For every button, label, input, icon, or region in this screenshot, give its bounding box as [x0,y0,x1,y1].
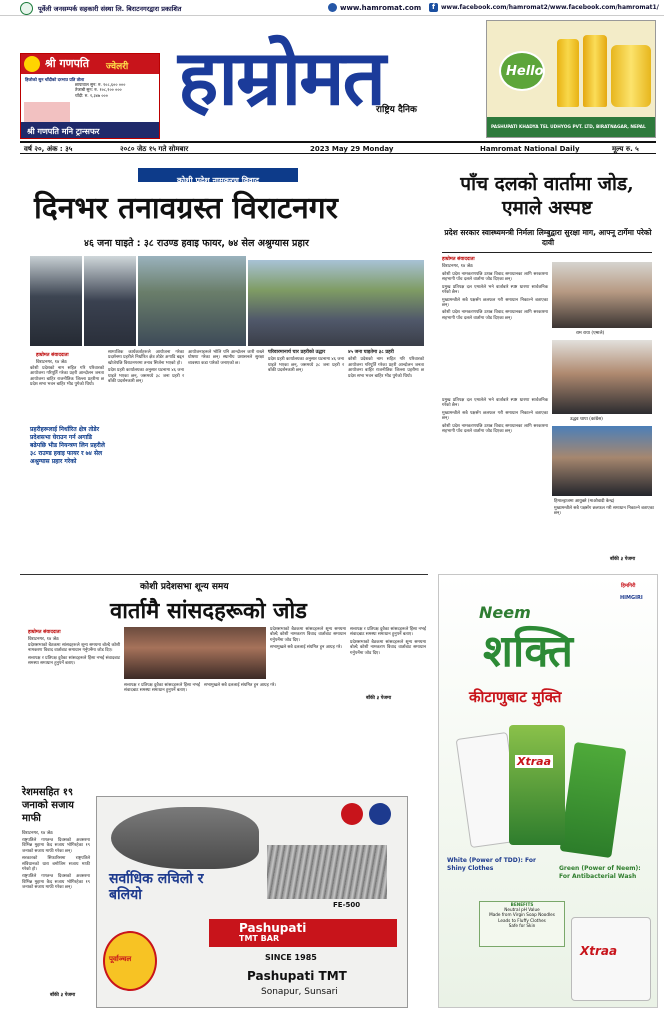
third-col-2 [124,683,200,696]
third-paragraph: प्रदेशसभाको बैठकमा सांसदहरूले शून्य समयमा बोल्दै कोशी नामकरण विवाद वार्ताबाट समाधान गर्नुपर्नेमा जोड दिए। [28,643,120,654]
publisher-line: पूर्वेली जनसम्पर्क सहकारी संस्था लि. बिराटनगरद्वारा प्रकाशित [38,5,182,13]
hello-brand: Hello [506,64,544,79]
portrait-2-caption: उद्धव थापा (कांग्रेस) [570,417,603,422]
second-continued[interactable]: बाँकी ३ पेजमा [610,557,636,562]
lead-headline[interactable]: दिनभर तनावग्रस्त विराटनगर [34,191,338,226]
green-label: Green (Power of Neem): For Antibacterial Wash [559,865,641,880]
lead-pullquote: प्रहरीहरूलाई निर्धारित क्षेत्र तोडेर प्रदेशसभा घेराउन गर्न अगाडि बढेपछि भीड नियन्त्रण लिन प्रहरीले ३८ राउण्ड हवाइ फायर र ७४ सेल अश्रुग्यास प्रहार गरेको [30,426,105,465]
oil-bottle-1 [557,39,579,107]
tmt-product: TMT BAR [239,934,280,943]
second-paragraph: प्रमुख प्रतिपक्ष दल एमालेले भने वार्ताबारे स्पष्ट धारणा सार्वजनिक गरेको छैन। [442,284,548,296]
second-col-3 [554,506,654,519]
second-paragraph: कोशी प्रदेश नामकरणपछि उत्पन्न विवाद समाधानका लागि सरकारमा सहभागी पाँच दलले वार्तामा जोड दिएका छन्। [442,310,548,321]
third-headline[interactable]: वार्तामै सांसदहरूको जोड [110,598,307,624]
second-paragraph: मुख्यमन्त्रीले सबै पक्षसँग छलफल गरी समाधान निकाल्ने बताएका छन्। [442,297,548,309]
ganapati-subtitle: ज्वेलरी [106,62,129,72]
issue-info: वर्ष २०, अंक : ३५ [24,145,73,153]
tmt-logo-1 [341,803,363,825]
tmt-rods [267,845,387,899]
facebook-link[interactable]: www.facebook.com/hamromat2/www.facebook.com/hamromat1/ [441,4,659,11]
masthead-title: हाम्रोमत [178,33,384,122]
soap-pack-white [571,917,651,1001]
second-col-1 [442,272,548,323]
ganapati-footer-text: श्री गणपति मनि ट्रान्सफर [27,127,100,136]
third-paragraph: प्रदेशसभाको बैठकमा सांसदहरूले शून्य समयमा बोल्दै कोशी नामकरण विवाद वार्ताबाट समाधान गर्नुपर्नेमा जोड दिए। [350,639,426,656]
third-col-3 [204,683,280,690]
benefits-title: BENEFITS [510,902,534,907]
date-nepali: २०८० जेठ १५ गते सोमबार [120,145,189,153]
ganapati-logo-icon [24,56,40,72]
publisher-logo [20,2,33,15]
second-subhead: प्रदेश सरकार स्वास्थ्यमन्त्री निर्मला लिम्बुद्वारा सुरक्षा माग, आफ्नू टार्गेमा परेको दावी [444,228,652,247]
benefit-item: Safe for Skin [508,922,536,928]
fourth-dateline: विराटनगर, १४ जेठ [22,831,53,836]
lead-col-heading: ४५ जना घाइतेमा ३८ प्रहरी [348,350,394,355]
lead-paragraph: प्रदेश प्रहरी कार्यालयका अनुसार घटनामा ४६ जना घाइते भएका छन्, जसमध्ये ३८ जना प्रहरी र बाँकी प्रदर्शनकारी छन्। [108,368,184,385]
hello-logo [499,51,545,91]
price: मूल्य रु. ५ [612,145,639,153]
third-col-4 [270,627,346,653]
lead-paragraph: प्रदेश प्रहरी कार्यालयका अनुसार घटनामा ४६ जना घाइते भएका छन्, जसमध्ये ३८ जना प्रहरी र बाँकी प्रदर्शनकारी छन्। [268,357,344,374]
lead-paragraph: सामाजिक कार्यकर्ताहरूले आयोजना गरेका प्रदर्शनमा प्रहरीले निर्धारित क्षेत्र तोडेर अगाडि बढ्न खोजेपछि विराटनगरमा तनाव सिर्जना भएको हो। [108,350,184,366]
lead-photo-police-2 [84,256,136,346]
tmt-gallery-badge [103,931,157,991]
white-label: White (Power of TDD): For Shiny Clothes [447,857,536,872]
fourth-col [22,838,90,893]
fourth-story [20,786,92,1006]
benefits-box [479,901,565,947]
third-byline: हाम्रोमत संवाददाता [28,630,61,635]
third-paragraph: सत्तापक्ष र प्रतिपक्ष दुवैका सांसदहरूले हिंसा नभई संवादबाट समस्या समाधान हुनुपर्ने बताए। [124,683,200,694]
lead-dateline: विराटनगर, १४ जेठ [36,360,67,365]
lead-col-heading: परिवारमानार्थ चार प्रहरीको उद्धार [268,350,326,355]
neem-title: शक्ति [483,626,573,677]
tmt-grade: FE-500 [333,901,361,909]
hello-company [487,117,656,138]
lead-subhead: ४६ जना घाइते : ३८ राउण्ड हवाइ फायर, ७४ सेल अश्रुग्यास प्रहार [84,238,309,249]
hello-oil-ad[interactable] [486,20,656,138]
fourth-paragraph: सरकारको सिफारिसमा राष्ट्रपतिले संविधानको धारा बमोजिम सजाय माफी गरेको हो। [22,856,90,873]
second-dateline: विराटनगर, १४ जेठ [442,264,473,269]
tmt-location: Sonapur, Sunsari [261,987,338,997]
ganapati-jewellery-ad[interactable] [20,53,160,139]
tmt-since: SINCE 1985 [265,953,317,962]
himgiri-logo-mark: हिमगिरी [621,583,636,589]
gold-rate-line: छापावाल सुन: रु. १०८,६०० ००० [75,82,126,88]
tmt-headline: सर्वाधिक लचिलो र बलियो [109,871,204,903]
tmt-logo-2 [369,803,391,825]
tmt-brand: Pashupati [239,921,307,935]
gold-rate-line: चाँदी: रु. १,३४७ ००० [75,92,108,98]
lead-photo-police-1 [30,256,82,346]
second-paragraph: मुख्यमन्त्रीले सबै पक्षसँग छलफल गरी समाधान निकाल्ने बताएका छन्। [442,410,548,422]
second-byline: हाम्रोमत संवाददाता [442,257,475,262]
gold-rate-list [25,77,157,98]
ganapati-ad-header [21,54,160,74]
oil-bottle-2 [583,35,607,107]
portrait-1-caption: राम राया (एमाले) [576,331,605,336]
second-paragraph: प्रमुख प्रतिपक्ष दल एमालेले भने वार्ताबारे स्पष्ट धारणा सार्वजनिक गरेको छैन। [442,398,548,409]
third-continued[interactable]: बाँकी ३ पेजमा [366,696,392,701]
second-paragraph: कोशी प्रदेश नामकरणपछि उत्पन्न विवाद समाधानका लागि सरकारमा सहभागी पाँच दलले वार्तामा जोड दिएका छन्। [442,272,548,283]
lead-paragraph: कोशी प्रदेशको नाम सहित गरि परिवारको आयोजना गरिपूर्ति गरेका प्रहरी आन्दोलन जनता आयोजना बाहिर राजनीतिक जिल्ला प्रहरीमा छ प्रदेश सभा भवन बाहिर भीड पुगेको थियो। [30,366,104,388]
assembly-photo [124,627,266,679]
third-col-1 [28,643,120,669]
neem-xtraa-ad[interactable] [438,574,658,1008]
third-paragraph: सत्तापक्ष र प्रतिपक्ष दुवैका सांसदहरूले हिंसा नभई संवादबाट समस्या समाधान हुनुपर्ने बताए। [28,655,120,667]
third-kicker: कोशी प्रदेशसभा शून्य समय [140,582,229,592]
benefit-item: Leads to Fluffy Clothes [498,917,546,923]
xtraa-product: Xtraa [517,755,552,768]
tmt-brand-bar [209,919,397,947]
lead-col-1 [30,366,104,390]
second-paragraph: कोशी प्रदेश नामकरणपछि उत्पन्न विवाद समाधानका लागि सरकारमा सहभागी पाँच दलले वार्तामा जोड दिएका छन्। [442,423,548,435]
fourth-paragraph: राष्ट्रपतिले गणतन्त्र दिवसको अवसरमा विभिन्न मुद्दामा कैद सजाय भोगिरहेका १९ जनाको सजाय माफी गरेका छन्। [22,838,90,854]
tmt-name: Pashupati TMT [247,969,347,983]
third-paragraph: प्रदेशसभाको बैठकमा सांसदहरूले शून्य समयमा बोल्दै कोशी नामकरण विवाद वार्ताबाट समाधान गर्नुपर्नेमा जोड दिए। [270,627,346,643]
benefit-item: Made from Virgin Soap Noodles [489,912,555,918]
paper-name-en: Hamromat National Daily [480,145,580,153]
oil-jar [611,45,651,107]
lead-story [20,168,428,570]
third-story [20,574,428,706]
fourth-continued[interactable]: बाँकी ३ पेजमा [50,993,76,998]
soap-green-bar [560,742,627,858]
lead-paragraph: कोशी प्रदेशको नाम सहित गरि परिवारको आयोजना गरिपूर्ति गरेका प्रहरी आन्दोलन जनता आयोजना बाहिर राजनीतिक जिल्ला प्रहरीमा छ प्रदेश सभा भवन बाहिर भीड पुगेको थियो। [348,357,424,379]
second-headline[interactable]: पाँच दलको वार्तामा जोड, एमाले अस्पष्ट [460,173,634,219]
third-dateline: विराटनगर, १४ जेठ [28,637,59,642]
lead-photo-street [248,260,424,346]
lead-photo-crowd [138,256,246,346]
ganapati-brand: श्री गणपति [45,57,89,70]
lead-kicker [138,168,298,185]
page-title [178,28,478,122]
lead-col-3 [188,350,264,368]
fourth-headline[interactable]: रेशमसहित १९ जनाको सजाय माफी [22,787,74,824]
lead-col-5 [348,350,424,381]
date-english: 2023 May 29 Monday [310,145,394,153]
top-strip [0,0,664,16]
second-col-2 [442,398,548,436]
portrait-1 [552,262,652,328]
hello-company-text: PASHUPATI KHADYA TEL UDHYOG PVT. LTD, BIRATNAGAR, NEPAL [491,125,646,130]
gold-rate-line: तेजाबी सुन: रु. १०८,१०० ००० [75,87,122,93]
pashupati-tmt-ad[interactable] [96,796,408,1008]
third-col-5 [350,627,426,658]
benefit-item: Neutral pH Value [504,907,540,913]
website-link[interactable]: www.hamromat.com [340,4,422,12]
second-story [436,168,658,570]
neem-tagline: कीटाणुबाट मुक्ति [469,688,562,706]
masthead-subtitle: राष्ट्रिय दैनिक [376,105,417,115]
third-paragraph: सभामुखले सबै दललाई संयमित हुन आग्रह गरे। [270,645,343,651]
lead-col-4 [268,350,344,376]
tmt-gallery-text: पूर्वाञ्चल [109,955,132,963]
third-paragraph: सभामुखले सबै दललाई संयमित हुन आग्रह गरे। [204,683,277,688]
neem-brand: Neem [479,603,531,622]
portrait-3-caption: हिमाल्ड्राजमा आयुक्ते (माओवादी केन्द्र) [554,499,615,504]
himgiri-logo-text: HIMGIRI [620,595,643,601]
lead-col-2 [108,350,184,386]
third-paragraph: सत्तापक्ष र प्रतिपक्ष दुवैका सांसदहरूले हिंसा नभई संवादबाट समस्या समाधान हुनुपर्ने बताए। [350,627,426,638]
facebook-icon: f [429,3,438,12]
gold-rate-line: हिजोको सुन चाँदीको दरभाउ प्रति तोला [25,77,85,82]
globe-icon [328,3,337,12]
dateline-bar [20,141,656,154]
soap-pack-green [509,725,565,845]
ganapati-footer [21,122,160,139]
lead-kicker-text: कोशी प्रदेश नामकरण विवाद [176,176,260,185]
himgiri-logo [617,581,651,605]
portrait-2 [552,340,652,414]
portrait-3 [552,426,652,496]
lead-byline: हाम्रोमत संवाददाता [36,353,69,358]
xtraa-product-2: Xtraa [580,944,618,958]
fourth-paragraph: राष्ट्रपतिले गणतन्त्र दिवसको अवसरमा विभिन्न मुद्दामा कैद सजाय भोगिरहेका १९ जनाको सजाय माफी गरेका छन्। [22,874,90,891]
lead-paragraph: आयोजनाहरूले भोलि पनि आन्दोलन जारी राख्ने घोषणा गरेका छन्। स्थानीय प्रशासनले सुरक्षा व्यवस्था कडा पारेको जनाएको छ। [188,350,264,366]
tmt-rhino-graphic [111,807,259,869]
second-paragraph: मुख्यमन्त्रीले सबै पक्षसँग छलफल गरी समाधान निकाल्ने बताएका छन्। [554,506,654,517]
